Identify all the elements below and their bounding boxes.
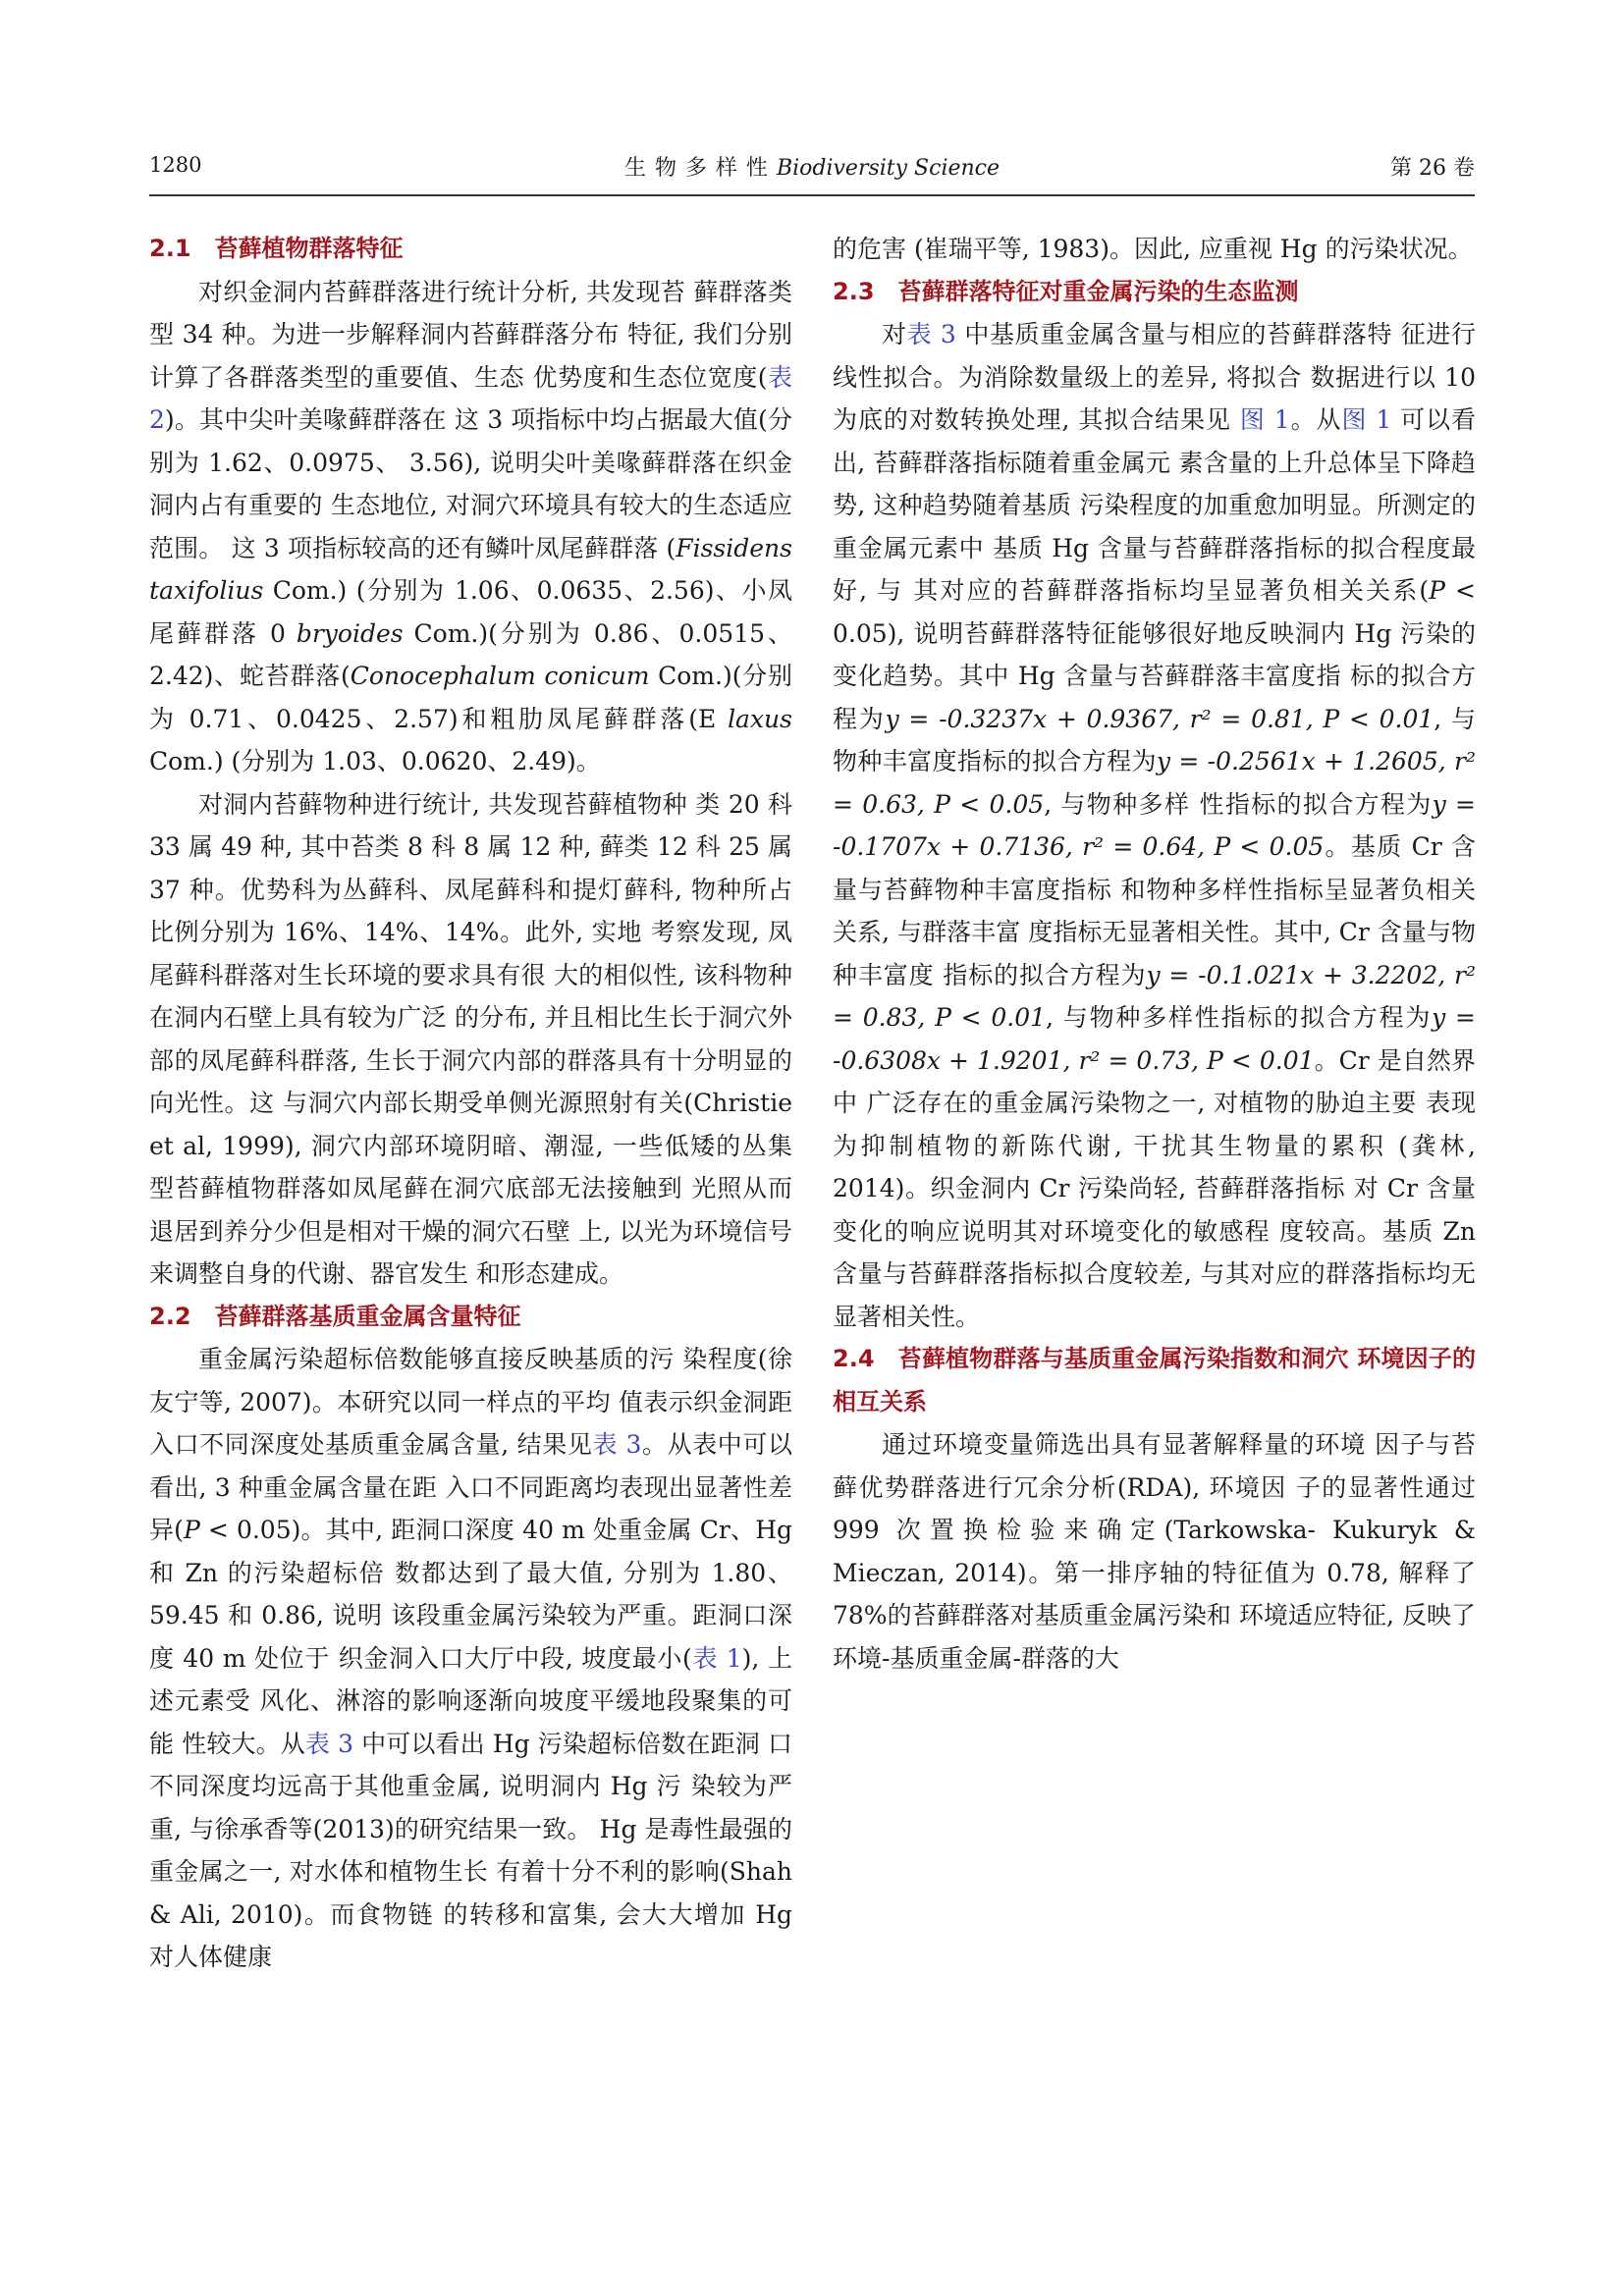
species-name: Conocephalum conicum (350, 662, 650, 690)
table-link[interactable]: 表 3 (592, 1430, 642, 1459)
species-name: Fissidens taxifolius (149, 533, 792, 605)
text-run: 。从表中可以看出, 3 种重金属含量在距 入口不同距离均表现出显著性差异( (149, 1430, 792, 1544)
section-number: 2.2 (149, 1302, 191, 1330)
section-title: 苔藓群落基质重金属含量特征 (214, 1302, 521, 1330)
section-title: 苔藓植物群落与基质重金属污染指数和洞穴 环境因子的相互关系 (833, 1345, 1476, 1415)
paragraph: 的危害 (崔瑞平等, 1983)。因此, 应重视 Hg 的污染状况。 (833, 235, 1473, 263)
text-run: 。从 (1289, 405, 1342, 434)
math-symbol: P (183, 1516, 200, 1544)
regression-equation: y = -0.6308x + 1.9201, r² = 0.73, P < 0.01 (833, 1003, 1476, 1075)
text-run: Com.) (分别为 1.03、0.0620、2.49)。 (149, 747, 601, 775)
text-run: Com.)(分别为 0.86、0.0515、 2.42)、蛇苔群落( (149, 618, 792, 690)
paragraph (149, 1338, 792, 1979)
paragraph: 对洞内苔藓物种进行统计, 共发现苔藓植物种 类 20 科 33 属 49 种, 其中苔类 8 科 8 属 12 种, 藓类 12 科 25 属 37 种。优势科为丛藓科、凤尾藓科和提灯藓科, 物种所占比例分别为 16%、14%、14%。此外, 实地 考察发现, 凤尾藓科群落对生长环境的要求具有很 大的相似性, 该科物种在洞内石壁上具有较为广泛 的分布, 并且相比生长于洞穴外部的凤尾藓科群落, 生长于洞穴内部的群落具有十分明显的向光性。这 与洞穴内部长期受单侧光源照射有关(Christie et al, 1999), 洞穴内部环境阴暗、潮湿, 一些低矮的丛集 型苔藓植物群落如凤尾藓在洞穴底部无法接触到 光照从而退居到养分少但是相对干燥的洞穴石壁 上, 以光为环境信号来调整自身的代谢、器官发生 和形态建成。 (149, 789, 792, 1288)
section-title: 苔藓植物群落特征 (214, 235, 404, 262)
text-run: 可以看出, 苔藓群落指标随着重金属元 素含量的上升总体呈下降趋势, 这种趋势随着基质 污染程度的加重愈加明显。所测定的重金属元素中 基质 Hg 含量与苔藓群落指标的拟合程度最好, 与 其对应的苔藓群落指标均呈显著负相关关系( (833, 405, 1477, 605)
right-column (833, 228, 1476, 1680)
regression-equation: y = -0.2561x + 1.2605, r² = 0.63, P < 0.05 (833, 747, 1476, 819)
text-run: 。基质 Cr 含量与苔藓物种丰富度指标 和物种多样性指标呈显著负相关关系, 与群落丰富 度指标无显著相关性。其中, Cr 含量与物种丰富度 指标的拟合方程为 (833, 832, 1476, 989)
journal-title (149, 151, 1475, 182)
section-heading-2-2 (149, 1296, 792, 1339)
table-link[interactable]: 表 3 (304, 1729, 354, 1758)
running-header (149, 147, 1475, 196)
text-run: 。Cr 是自然界中 广泛存在的重金属污染物之一, 对植物的胁迫主要 表现为抑制植物的新陈代谢, 干扰其生物量的累积 (龚林, 2014)。织金洞内 Cr 污染尚轻, 苔藓群落指标 对 Cr 含量变化的响应说明其对环境变化的敏感程 度较高。基质 Zn 含量与苔藓群落指标拟合度较差, 与其对应的群落指标均无显著相关性。 (833, 1045, 1476, 1331)
figure-link[interactable]: 图 1 (1341, 405, 1392, 434)
section-heading-2-3 (833, 271, 1476, 314)
journal-title-en: Biodiversity Science (776, 156, 1001, 181)
section-number: 2.1 (149, 235, 191, 262)
text-run: , 与物种丰富度指标的拟合方程为 (833, 704, 1476, 775)
paragraph (149, 271, 792, 783)
section-number: 2.3 (833, 277, 875, 305)
volume-label: 第 26 卷 (1390, 156, 1475, 181)
table-link[interactable]: 表 3 (906, 320, 956, 348)
left-column (149, 228, 792, 1979)
regression-equation: y = -0.3237x + 0.9367, r² = 0.81, P < 0.01 (885, 704, 1434, 733)
math-symbol: P (1429, 576, 1445, 605)
text-run: )。其中尖叶美喙藓群落在 这 3 项指标中均占据最大值(分别为 1.62、0.0975、 3.56), 说明尖叶美喙藓群落在织金洞内占有重要的 生态地位, 对洞穴环境具有较大的生态适应范围。 这 3 项指标较高的还有鳞叶凤尾藓群落 ( (149, 405, 792, 562)
text-run: Com.) (分别为 1.06、0.0635、2.56)、小凤 尾藓群落 0 (149, 576, 792, 648)
table-link[interactable]: 表 1 (691, 1643, 742, 1673)
text-run: 对 (882, 320, 907, 348)
figure-link[interactable]: 图 1 (1239, 405, 1290, 434)
text-run: ), 上述元素受 风化、淋溶的影响逐渐向坡度平缓地段聚集的可能 性较大。从 (149, 1643, 792, 1758)
paragraph (833, 313, 1476, 1338)
journal-title-cn: 生 物 多 样 性 (623, 156, 769, 181)
table-link[interactable]: 表 2 (149, 362, 792, 434)
section-heading-2-1 (149, 228, 792, 271)
text-run: , 与物种多样 性指标的拟合方程为 (1044, 789, 1433, 819)
text-run: 中基质重金属含量与相应的苔藓群落特 征进行线性拟合。为消除数量级上的差异, 将拟合 数据进行以 10 为底的对数转换处理, 其拟合结果见 (833, 320, 1476, 434)
paragraph: 通过环境变量筛选出具有显著解释量的环境 因子与苔藓优势群落进行冗余分析(RDA), 环境因 子的显著性通过 999 次置换检验来确定(Tarkowska- Kukuryk & Mieczan, 2014)。第一排序轴的特征值为 0.78, 解释了 78%的苔藓群落对基质重金属污染和 环境适应特征, 反映了环境-基质重金属-群落的大 (833, 1430, 1476, 1673)
species-name: bryoides (296, 618, 404, 648)
text-run: 对织金洞内苔藓群落进行统计分析, 共发现苔 藓群落类型 34 种。为进一步解释洞内苔藓群落分布 特征, 我们分别计算了各群落类型的重要值、生态 优势度和生态位宽度( (149, 277, 792, 392)
section-title: 苔藓群落特征对重金属污染的生态监测 (897, 277, 1299, 305)
text-run: Com.)(分别 为 0.71、0.0425、2.57)和粗肋凤尾藓群落(E (149, 662, 792, 733)
text-run: < 0.05), 说明苔藓群落特征能够很好地反映洞内 Hg 污染的变化趋势。其中 Hg 含量与苔藓群落丰富度指 标的拟合方程为 (833, 576, 1476, 733)
text-run: , 与物种多样性指标的拟合方程为 (1046, 1003, 1433, 1032)
section-heading-2-4 (833, 1338, 1476, 1423)
text-run: 重金属污染超标倍数能够直接反映基质的污 染程度(徐友宁等, 2007)。本研究以同一样点的平均 值表示织金洞距入口不同深度处基质重金属含量, 结果见 (149, 1345, 792, 1459)
regression-equation: y = -0.1.021x + 3.2202, r² = 0.83, P < 0.01 (833, 960, 1476, 1032)
text-run: 中可以看出 Hg 污染超标倍数在距洞 口不同深度均远高于其他重金属, 说明洞内 Hg 污 染较为严重, 与徐承香等(2013)的研究结果一致。 Hg 是毒性最强的重金属之一, 对水体和植物生长 有着十分不利的影响(Shah & Ali, 2010)。而食物链 的转移和富集, 会大大增加 Hg 对人体健康 (149, 1729, 793, 1971)
text-run: < 0.05)。其中, 距洞口深度 40 m 处重金属 Cr、Hg 和 Zn 的污染超标倍 数都达到了最大值, 分别为 1.80、 59.45 和 0.86, 说明 该段重金属污染较为严重。距洞口深度 40 m 处位于 织金洞入口大厅中段, 坡度最小( (149, 1516, 792, 1673)
page-number: 1280 (149, 153, 202, 177)
regression-equation: y = -0.1707x + 0.7136, r² = 0.64, P < 0.05 (833, 789, 1476, 861)
section-number: 2.4 (833, 1345, 875, 1372)
species-name: laxus (728, 704, 792, 733)
